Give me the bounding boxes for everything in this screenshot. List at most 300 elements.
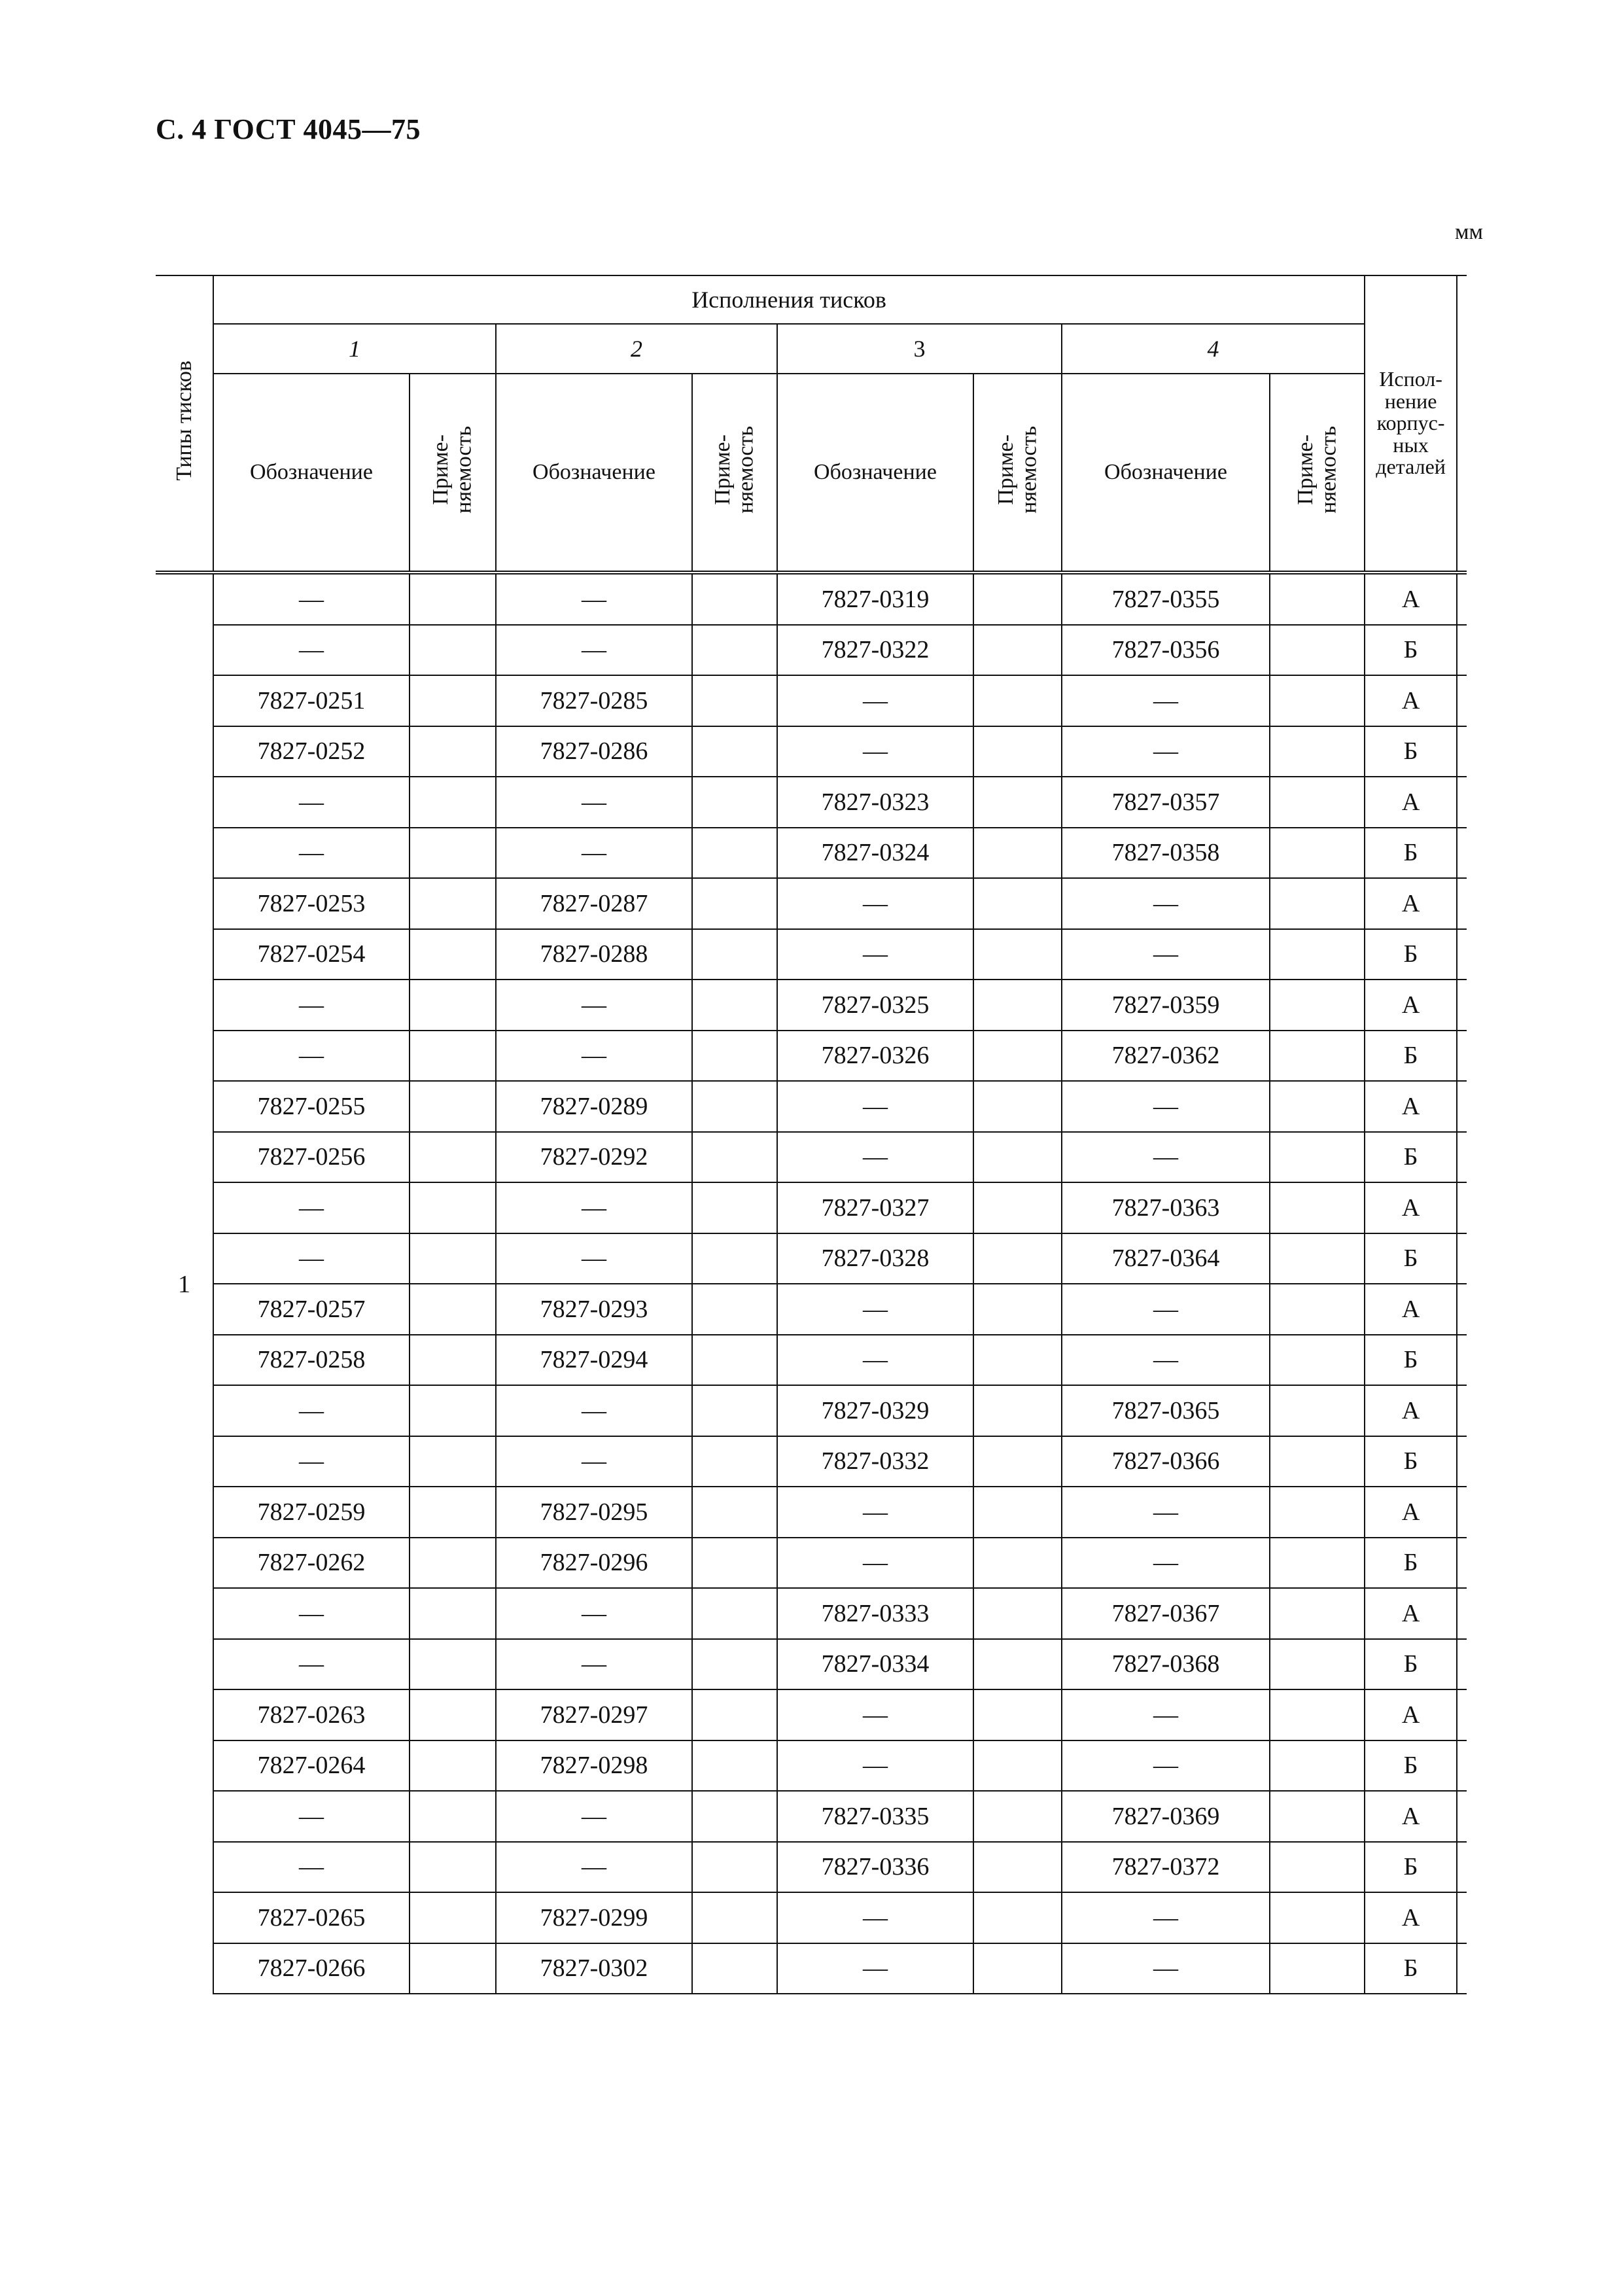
designation-cell: 7827-0365: [1062, 1385, 1270, 1436]
applicability-cell: [692, 980, 777, 1031]
applicability-cell: [410, 1842, 496, 1893]
applicability-cell: [1270, 1132, 1365, 1183]
applicability-cell: [692, 1436, 777, 1487]
table-row: [156, 625, 1467, 676]
applicability-cell: [410, 1385, 496, 1436]
designation-cell: 7827-0266: [213, 1943, 410, 1994]
designation-cell: —: [1062, 1740, 1270, 1792]
extra-cell: [1457, 1740, 1467, 1792]
extra-cell: [1457, 1538, 1467, 1589]
applicability-cell: [973, 625, 1062, 676]
body-variant-cell: Б: [1365, 1943, 1457, 1994]
applicability-cell: [692, 1943, 777, 1994]
applicability-cell: [692, 1740, 777, 1792]
table-row: [156, 1740, 1467, 1792]
body-variant-cell: А: [1365, 1284, 1457, 1335]
designation-cell: —: [1062, 878, 1270, 929]
table-row: [156, 1538, 1467, 1589]
table-row: [156, 1335, 1467, 1386]
designation-cell: —: [1062, 1132, 1270, 1183]
designation-cell: —: [496, 1639, 692, 1690]
designation-header: Обозначение: [1062, 374, 1270, 573]
extra-cell: [1457, 929, 1467, 980]
designation-cell: 7827-0288: [496, 929, 692, 980]
applicability-cell: [692, 1385, 777, 1436]
applicability-cell: [692, 1689, 777, 1740]
designation-cell: 7827-0289: [496, 1081, 692, 1132]
applicability-cell: [692, 777, 777, 828]
table-row: [156, 1233, 1467, 1284]
designation-cell: —: [213, 777, 410, 828]
table-row: [156, 1385, 1467, 1436]
applicability-cell: [692, 1031, 777, 1082]
designation-cell: —: [1062, 1689, 1270, 1740]
designation-cell: 7827-0368: [1062, 1639, 1270, 1690]
extra-cell: [1457, 1689, 1467, 1740]
applicability-cell: [692, 1588, 777, 1639]
table-row: [156, 828, 1467, 879]
extra-cell: [1457, 1335, 1467, 1386]
designation-cell: 7827-0298: [496, 1740, 692, 1792]
table-row: [156, 777, 1467, 828]
designation-cell: —: [1062, 726, 1270, 777]
designation-cell: —: [1062, 1538, 1270, 1589]
applicability-cell: [410, 1132, 496, 1183]
body-variant-cell: А: [1365, 1689, 1457, 1740]
table-row: [156, 1639, 1467, 1690]
designation-cell: —: [777, 1335, 973, 1386]
designation-cell: —: [496, 1436, 692, 1487]
extra-cell: [1457, 573, 1467, 625]
applicability-cell: [692, 1892, 777, 1943]
variant-header-4: 4: [1062, 324, 1365, 374]
applicability-cell: [973, 1132, 1062, 1183]
variant-header-1: 1: [213, 324, 496, 374]
designation-cell: —: [777, 726, 973, 777]
designation-cell: —: [213, 1791, 410, 1842]
designation-cell: 7827-0263: [213, 1689, 410, 1740]
applicability-cell: [973, 1538, 1062, 1589]
vise-types-label: Типы тисков: [171, 360, 196, 481]
designation-cell: —: [496, 573, 692, 625]
applicability-cell: [410, 1335, 496, 1386]
extra-cell: [1457, 1588, 1467, 1639]
designation-cell: 7827-0262: [213, 1538, 410, 1589]
extra-cell: [1457, 1639, 1467, 1690]
applicability-cell: [973, 1588, 1062, 1639]
body-variant-cell: Б: [1365, 929, 1457, 980]
designation-cell: —: [777, 1943, 973, 1994]
extra-cell: [1457, 1233, 1467, 1284]
designation-cell: 7827-0332: [777, 1436, 973, 1487]
extra-cell: [1457, 1487, 1467, 1538]
designation-cell: 7827-0334: [777, 1639, 973, 1690]
designation-cell: 7827-0326: [777, 1031, 973, 1082]
applicability-cell: [692, 675, 777, 726]
table-row: [156, 675, 1467, 726]
applicability-cell: [1270, 1487, 1365, 1538]
body-variant-cell: Б: [1365, 1842, 1457, 1893]
extra-cell: [1457, 980, 1467, 1031]
applicability-cell: [1270, 777, 1365, 828]
table-row: [156, 1436, 1467, 1487]
designation-cell: —: [213, 1639, 410, 1690]
designation-header: Обозначение: [213, 374, 410, 573]
applicability-cell: [973, 1335, 1062, 1386]
variant-header-2: 2: [496, 324, 777, 374]
designation-cell: 7827-0302: [496, 1943, 692, 1994]
applicability-cell: [1270, 1943, 1365, 1994]
extra-cell: [1457, 1132, 1467, 1183]
body-variant-cell: А: [1365, 675, 1457, 726]
applicability-cell: [973, 1081, 1062, 1132]
designation-cell: 7827-0324: [777, 828, 973, 879]
applicability-cell: [410, 980, 496, 1031]
body-variant-cell: Б: [1365, 1233, 1457, 1284]
designation-cell: 7827-0254: [213, 929, 410, 980]
designation-cell: —: [777, 1284, 973, 1335]
applicability-cell: [1270, 573, 1365, 625]
designation-cell: —: [496, 1842, 692, 1893]
applicability-cell: [410, 1182, 496, 1233]
applicability-cell: [1270, 675, 1365, 726]
designation-cell: 7827-0264: [213, 1740, 410, 1792]
applicability-cell: [410, 1081, 496, 1132]
designation-cell: —: [1062, 1487, 1270, 1538]
body-variant-cell: Б: [1365, 726, 1457, 777]
applicability-cell: [1270, 1182, 1365, 1233]
designation-cell: 7827-0252: [213, 726, 410, 777]
extra-cell: [1457, 777, 1467, 828]
body-variant-cell: Б: [1365, 1031, 1457, 1082]
applicability-cell: [692, 726, 777, 777]
column-group-variants: Исполнения тисков: [213, 275, 1365, 324]
designation-cell: 7827-0265: [213, 1892, 410, 1943]
applicability-cell: [973, 1436, 1062, 1487]
applicability-cell: [1270, 726, 1365, 777]
designation-cell: 7827-0258: [213, 1335, 410, 1386]
designation-cell: —: [777, 1740, 973, 1792]
designation-cell: 7827-0358: [1062, 828, 1270, 879]
designation-cell: —: [777, 1081, 973, 1132]
applicability-cell: [973, 1284, 1062, 1335]
unit-label: мм: [1454, 220, 1483, 244]
applicability-cell: [1270, 1689, 1365, 1740]
applicability-header: Приме- няемость: [1270, 374, 1365, 573]
body-variant-cell: А: [1365, 1487, 1457, 1538]
designation-cell: 7827-0336: [777, 1842, 973, 1893]
body-variant-cell: Б: [1365, 1740, 1457, 1792]
variant-header-3: 3: [777, 324, 1062, 374]
applicability-cell: [1270, 1233, 1365, 1284]
applicability-cell: [973, 878, 1062, 929]
designation-cell: 7827-0372: [1062, 1842, 1270, 1893]
applicability-cell: [410, 828, 496, 879]
applicability-cell: [692, 625, 777, 676]
applicability-cell: [1270, 1284, 1365, 1335]
extra-cell: [1457, 1031, 1467, 1082]
table-row: [156, 1081, 1467, 1132]
applicability-cell: [410, 625, 496, 676]
table-body: [156, 573, 1467, 1994]
designation-cell: 7827-0286: [496, 726, 692, 777]
applicability-cell: [410, 1943, 496, 1994]
applicability-cell: [1270, 828, 1365, 879]
designation-cell: —: [496, 1385, 692, 1436]
applicability-cell: [410, 1233, 496, 1284]
designation-cell: 7827-0327: [777, 1182, 973, 1233]
designation-cell: —: [496, 828, 692, 879]
applicability-cell: [973, 1639, 1062, 1690]
applicability-cell: [410, 929, 496, 980]
designation-cell: —: [213, 828, 410, 879]
applicability-cell: [410, 675, 496, 726]
designation-cell: —: [213, 573, 410, 625]
extra-cell: [1457, 878, 1467, 929]
applicability-cell: [692, 1233, 777, 1284]
applicability-cell: [692, 1081, 777, 1132]
extra-cell: [1457, 625, 1467, 676]
designation-cell: —: [496, 1031, 692, 1082]
extra-cell: [1457, 1842, 1467, 1893]
designation-cell: —: [496, 1791, 692, 1842]
designation-cell: —: [1062, 1943, 1270, 1994]
table-row: [156, 726, 1467, 777]
applicability-cell: [973, 1791, 1062, 1842]
designation-cell: —: [777, 1487, 973, 1538]
designation-cell: —: [496, 625, 692, 676]
designation-cell: 7827-0323: [777, 777, 973, 828]
body-variant-cell: Б: [1365, 1132, 1457, 1183]
applicability-cell: [692, 929, 777, 980]
designation-cell: 7827-0369: [1062, 1791, 1270, 1842]
body-variant-cell: Б: [1365, 828, 1457, 879]
designation-cell: 7827-0296: [496, 1538, 692, 1589]
applicability-cell: [410, 726, 496, 777]
extra-cell: [1457, 1385, 1467, 1436]
applicability-cell: [410, 1538, 496, 1589]
extra-column: [1457, 275, 1467, 573]
applicability-cell: [692, 1538, 777, 1589]
designation-cell: —: [1062, 1284, 1270, 1335]
table-row: [156, 1892, 1467, 1943]
applicability-cell: [692, 1132, 777, 1183]
applicability-cell: [1270, 1639, 1365, 1690]
designation-cell: 7827-0287: [496, 878, 692, 929]
table-row: [156, 1791, 1467, 1842]
applicability-cell: [973, 980, 1062, 1031]
applicability-cell: [692, 1487, 777, 1538]
extra-cell: [1457, 1081, 1467, 1132]
applicability-cell: [692, 1284, 777, 1335]
designation-cell: 7827-0299: [496, 1892, 692, 1943]
body-variant-cell: Б: [1365, 1639, 1457, 1690]
applicability-cell: [973, 1182, 1062, 1233]
applicability-cell: [410, 878, 496, 929]
designation-cell: —: [777, 1132, 973, 1183]
extra-cell: [1457, 1284, 1467, 1335]
designation-cell: —: [1062, 929, 1270, 980]
designation-cell: 7827-0259: [213, 1487, 410, 1538]
table-row: [156, 1588, 1467, 1639]
applicability-cell: [410, 777, 496, 828]
vise-type-cell: 1: [156, 573, 213, 1994]
body-variant-cell: А: [1365, 1892, 1457, 1943]
applicability-cell: [692, 1639, 777, 1690]
body-variant-cell: Б: [1365, 1335, 1457, 1386]
designation-cell: 7827-0356: [1062, 625, 1270, 676]
applicability-cell: [973, 1031, 1062, 1082]
designation-cell: —: [213, 1588, 410, 1639]
applicability-cell: [692, 573, 777, 625]
applicability-cell: [692, 1791, 777, 1842]
body-variant-cell: А: [1365, 1791, 1457, 1842]
applicability-cell: [973, 1842, 1062, 1893]
designation-cell: 7827-0325: [777, 980, 973, 1031]
column-header-body-variant: Испол- нение корпус- ных деталей: [1365, 275, 1457, 573]
table-row: [156, 1689, 1467, 1740]
applicability-cell: [1270, 1385, 1365, 1436]
column-header-vise-types: [156, 275, 213, 573]
designation-cell: —: [213, 1842, 410, 1893]
applicability-cell: [1270, 1791, 1365, 1842]
applicability-cell: [973, 1689, 1062, 1740]
applicability-cell: [1270, 1081, 1365, 1132]
designation-cell: —: [496, 1588, 692, 1639]
table-row: [156, 1132, 1467, 1183]
applicability-cell: [410, 1791, 496, 1842]
designation-cell: 7827-0355: [1062, 573, 1270, 625]
extra-cell: [1457, 828, 1467, 879]
applicability-cell: [410, 1487, 496, 1538]
designation-cell: —: [496, 1233, 692, 1284]
body-variant-cell: А: [1365, 1588, 1457, 1639]
applicability-cell: [973, 573, 1062, 625]
designation-cell: 7827-0293: [496, 1284, 692, 1335]
designation-cell: 7827-0333: [777, 1588, 973, 1639]
applicability-cell: [1270, 1842, 1365, 1893]
designation-header: Обозначение: [777, 374, 973, 573]
designation-cell: —: [777, 929, 973, 980]
applicability-cell: [973, 1233, 1062, 1284]
designation-cell: 7827-0319: [777, 573, 973, 625]
applicability-cell: [692, 878, 777, 929]
designation-cell: 7827-0256: [213, 1132, 410, 1183]
applicability-cell: [410, 1031, 496, 1082]
applicability-cell: [1270, 1538, 1365, 1589]
body-variant-cell: А: [1365, 1182, 1457, 1233]
designation-cell: —: [777, 1538, 973, 1589]
applicability-cell: [410, 573, 496, 625]
table-row: [156, 1487, 1467, 1538]
designation-cell: 7827-0359: [1062, 980, 1270, 1031]
body-variant-cell: А: [1365, 777, 1457, 828]
designation-cell: 7827-0251: [213, 675, 410, 726]
body-variant-cell: А: [1365, 1081, 1457, 1132]
applicability-header: Приме- няемость: [692, 374, 777, 573]
table-row: [156, 1031, 1467, 1082]
designation-cell: —: [213, 1182, 410, 1233]
designation-cell: —: [777, 1892, 973, 1943]
designation-cell: —: [213, 625, 410, 676]
applicability-cell: [1270, 625, 1365, 676]
applicability-cell: [973, 828, 1062, 879]
body-variant-cell: А: [1365, 980, 1457, 1031]
designation-cell: 7827-0253: [213, 878, 410, 929]
applicability-cell: [1270, 1892, 1365, 1943]
applicability-header: Приме- няемость: [973, 374, 1062, 573]
applicability-cell: [973, 777, 1062, 828]
page-title: С. 4 ГОСТ 4045—75: [156, 113, 421, 145]
designation-cell: 7827-0257: [213, 1284, 410, 1335]
applicability-cell: [1270, 980, 1365, 1031]
applicability-cell: [410, 1284, 496, 1335]
designation-cell: 7827-0297: [496, 1689, 692, 1740]
body-variant-cell: А: [1365, 878, 1457, 929]
designation-cell: 7827-0335: [777, 1791, 973, 1842]
applicability-cell: [692, 828, 777, 879]
designation-cell: 7827-0362: [1062, 1031, 1270, 1082]
designation-cell: —: [777, 675, 973, 726]
extra-cell: [1457, 726, 1467, 777]
applicability-cell: [410, 1588, 496, 1639]
applicability-cell: [1270, 929, 1365, 980]
applicability-cell: [973, 929, 1062, 980]
body-variant-cell: А: [1365, 1385, 1457, 1436]
applicability-cell: [1270, 878, 1365, 929]
applicability-cell: [410, 1689, 496, 1740]
applicability-cell: [973, 1740, 1062, 1792]
applicability-cell: [1270, 1588, 1365, 1639]
applicability-cell: [1270, 1436, 1365, 1487]
table-row: [156, 1182, 1467, 1233]
applicability-header: Приме- няемость: [410, 374, 496, 573]
designation-cell: 7827-0357: [1062, 777, 1270, 828]
designation-cell: —: [496, 777, 692, 828]
designation-cell: 7827-0294: [496, 1335, 692, 1386]
body-variant-cell: А: [1365, 573, 1457, 625]
extra-cell: [1457, 675, 1467, 726]
extra-cell: [1457, 1943, 1467, 1994]
table-row: [156, 980, 1467, 1031]
applicability-cell: [1270, 1031, 1365, 1082]
designation-cell: 7827-0292: [496, 1132, 692, 1183]
designation-cell: —: [496, 980, 692, 1031]
applicability-cell: [973, 1385, 1062, 1436]
designation-cell: —: [1062, 1335, 1270, 1386]
designation-cell: —: [213, 980, 410, 1031]
designation-cell: —: [213, 1031, 410, 1082]
table-row: [156, 878, 1467, 929]
designation-cell: —: [213, 1436, 410, 1487]
designation-cell: —: [496, 1182, 692, 1233]
extra-cell: [1457, 1436, 1467, 1487]
applicability-cell: [973, 1943, 1062, 1994]
applicability-cell: [410, 1639, 496, 1690]
applicability-cell: [410, 1892, 496, 1943]
designation-cell: 7827-0366: [1062, 1436, 1270, 1487]
designation-cell: 7827-0364: [1062, 1233, 1270, 1284]
applicability-cell: [973, 726, 1062, 777]
extra-cell: [1457, 1892, 1467, 1943]
applicability-cell: [692, 1182, 777, 1233]
designation-cell: 7827-0329: [777, 1385, 973, 1436]
body-variant-cell: Б: [1365, 625, 1457, 676]
table-row: [156, 573, 1467, 625]
designation-cell: —: [213, 1385, 410, 1436]
applicability-cell: [973, 1487, 1062, 1538]
designation-cell: 7827-0363: [1062, 1182, 1270, 1233]
